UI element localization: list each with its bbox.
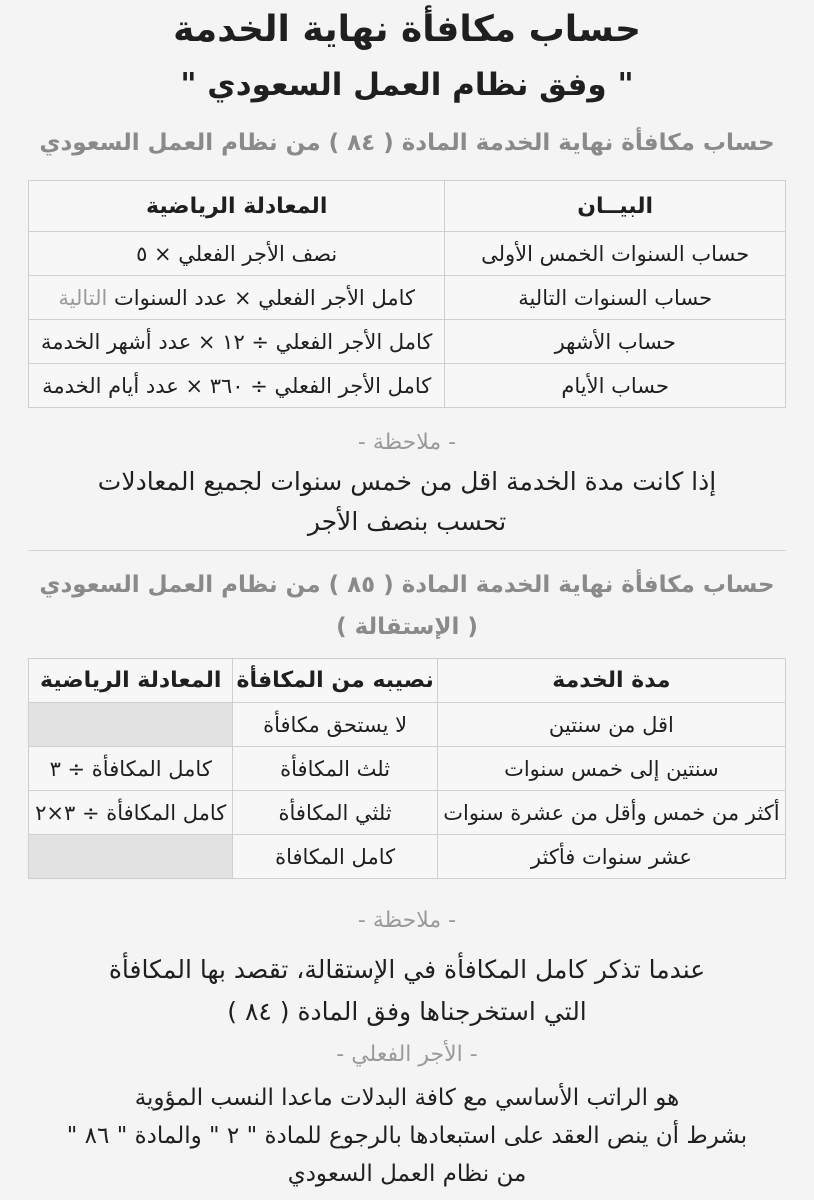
row-share: كامل المكافاة <box>233 835 437 879</box>
table-row <box>29 747 786 791</box>
row-formula <box>29 835 233 879</box>
table-row <box>29 232 786 276</box>
table-header-row <box>29 181 786 232</box>
page-title: حساب مكافأة نهاية الخدمة <box>173 9 641 50</box>
section2-subheading: ( الإستقالة ) <box>336 614 478 640</box>
row-duration: عشر سنوات فأكثر <box>437 835 785 879</box>
row-duration: اقل من سنتين <box>437 703 785 747</box>
row-share: ثلثي المكافأة <box>233 791 437 835</box>
section1-heading: حساب مكافأة نهاية الخدمة المادة ( ٨٤ ) من نظام العمل السعودي <box>39 130 775 156</box>
note2-line2: التي استخرجناها وفق المادة ( ٨٤ ) <box>227 997 587 1026</box>
table-header-row <box>29 659 786 703</box>
row-label: حساب الأيام <box>445 364 786 408</box>
table-row <box>29 364 786 408</box>
column-header-share: نصيبه من المكافأة <box>233 659 437 703</box>
table-row <box>29 703 786 747</box>
note1-heading: - ملاحظة - <box>357 430 457 455</box>
table-row <box>29 835 786 879</box>
row-formula: كامل المكافأة ÷ ٣ <box>29 747 233 791</box>
section-divider <box>28 550 786 551</box>
table-row <box>29 276 786 320</box>
column-header-formula: المعادلة الرياضية <box>29 181 445 232</box>
row-formula: كامل الأجر الفعلي ÷ ٣٦٠ × عدد أيام الخدمة <box>29 364 445 408</box>
row-formula: كامل الأجر الفعلي ÷ ١٢ × عدد أشهر الخدمة <box>29 320 445 364</box>
wage-heading: - الأجر الفعلي - <box>336 1042 478 1067</box>
row-label: حساب السنوات التالية <box>445 276 786 320</box>
note1-line2: تحسب بنصف الأجر <box>307 507 507 536</box>
row-formula: كامل المكافأة ÷ ٣×٢ <box>29 791 233 835</box>
page-subtitle: " وفق نظام العمل السعودي " <box>180 67 634 103</box>
note1-line1: إذا كانت مدة الخدمة اقل من خمس سنوات لجميع المعادلات <box>97 467 717 496</box>
row-share: ثلث المكافأة <box>233 747 437 791</box>
table-row <box>29 320 786 364</box>
wage-line1: هو الراتب الأساسي مع كافة البدلات ماعدا النسب المؤوية <box>134 1085 680 1111</box>
row-label: حساب الأشهر <box>445 320 786 364</box>
wage-line2: بشرط أن ينص العقد على استبعادها بالرجوع للمادة " ٢ " والمادة " ٨٦ " <box>66 1123 748 1149</box>
row-formula: نصف الأجر الفعلي × ٥ <box>29 232 445 276</box>
column-header-statement: البيــان <box>445 181 786 232</box>
note2-line1: عندما تذكر كامل المكافأة في الإستقالة، تقصد بها المكافأة <box>108 955 706 984</box>
table-row <box>29 791 786 835</box>
row-label: حساب السنوات الخمس الأولى <box>445 232 786 276</box>
row-formula <box>29 703 233 747</box>
wage-line3: من نظام العمل السعودي <box>287 1161 527 1187</box>
section2-heading: حساب مكافأة نهاية الخدمة المادة ( ٨٥ ) من نظام العمل السعودي <box>39 572 775 598</box>
row-formula: كامل الأجر الفعلي × عدد السنوات التالية <box>29 276 445 320</box>
row-duration: سنتين إلى خمس سنوات <box>437 747 785 791</box>
article85-table <box>28 658 786 879</box>
row-duration: أكثر من خمس وأقل من عشرة سنوات <box>437 791 785 835</box>
column-header-duration: مدة الخدمة <box>437 659 785 703</box>
column-header-formula: المعادلة الرياضية <box>29 659 233 703</box>
note2-heading: - ملاحظة - <box>357 908 457 933</box>
row-share: لا يستحق مكافأة <box>233 703 437 747</box>
article84-table <box>28 180 786 408</box>
